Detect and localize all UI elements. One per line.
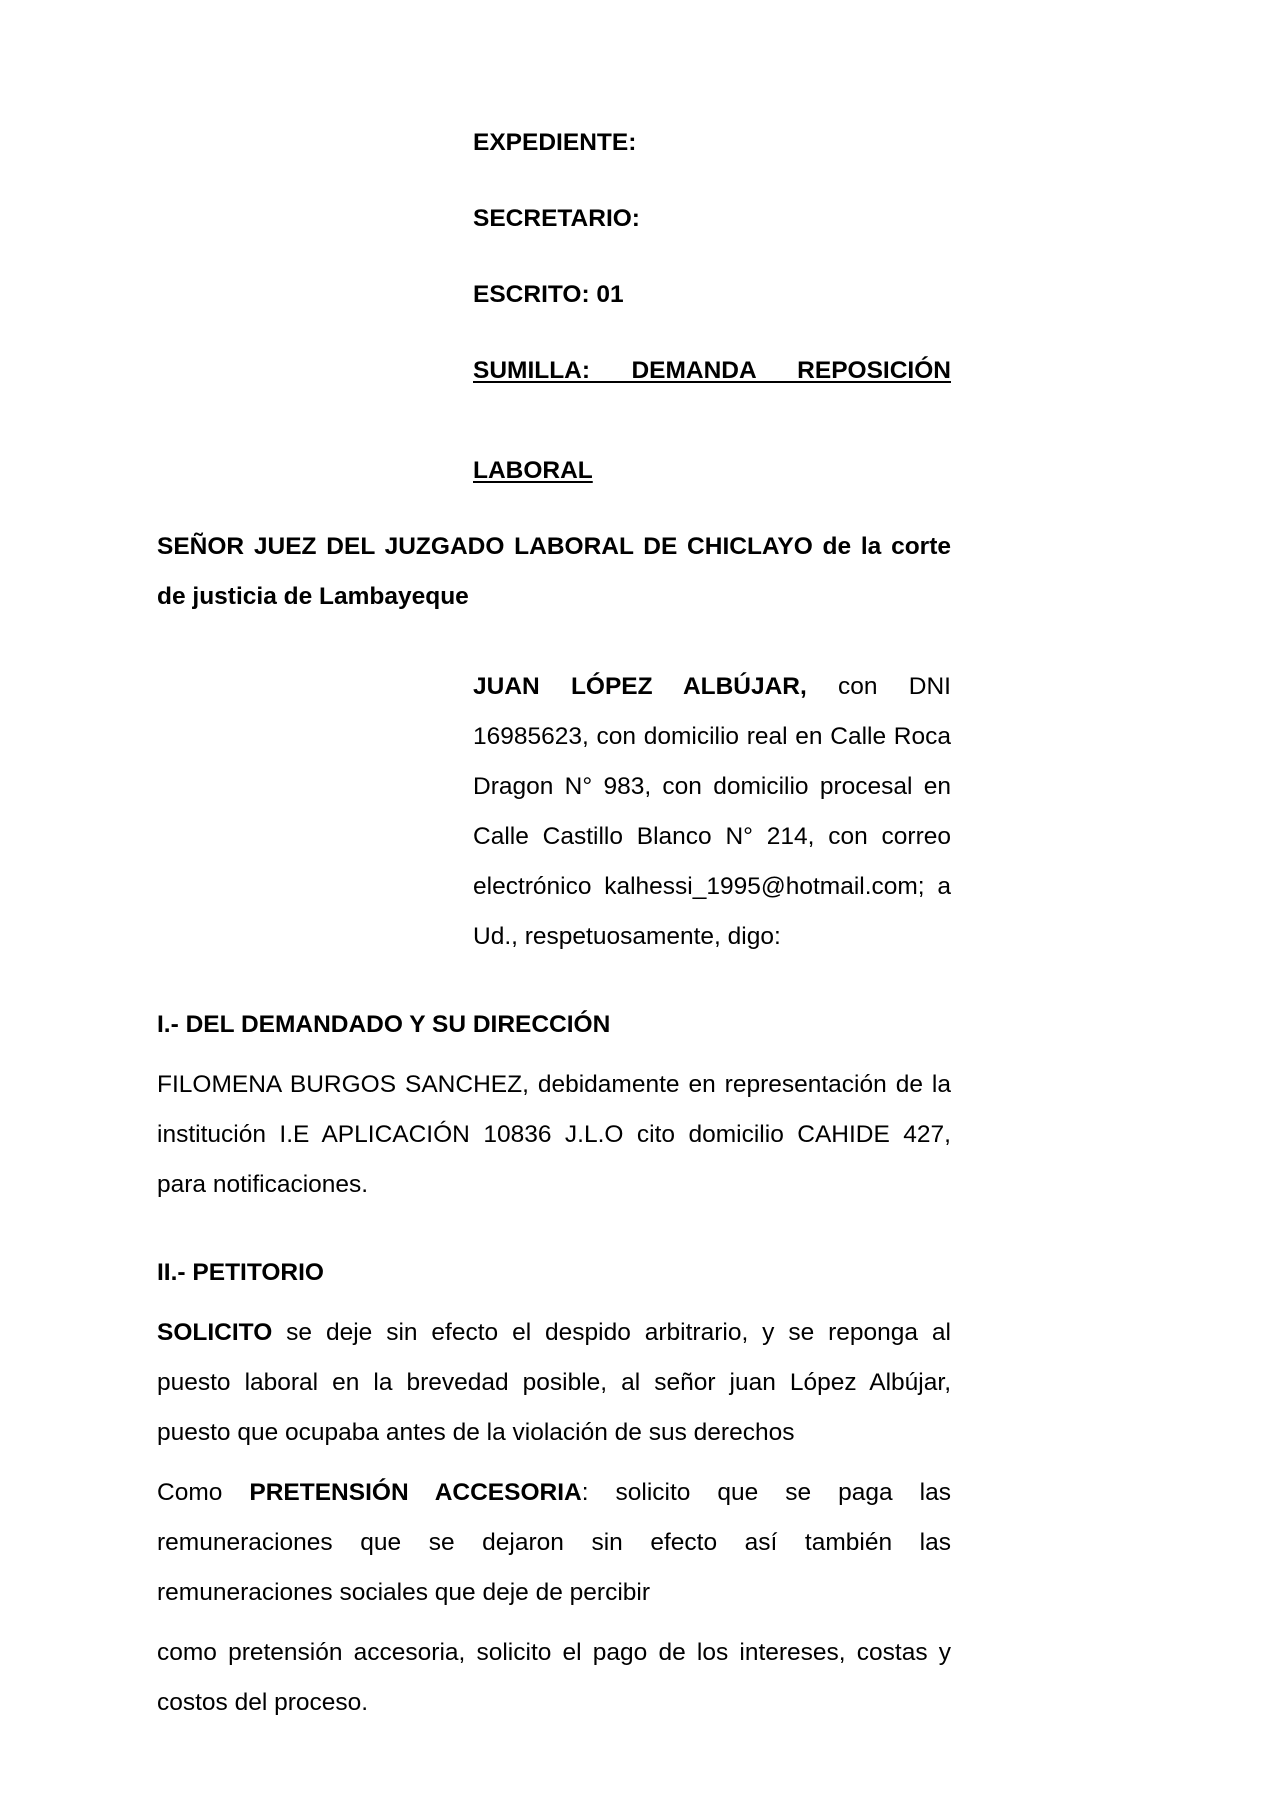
party-block — [473, 662, 951, 962]
sumilla-block — [473, 346, 951, 496]
section-heading-i: I.- DEL DEMANDADO Y SU DIRECCIÓN — [157, 1011, 611, 1038]
spacer — [157, 632, 951, 662]
petitorio-paragraph-2 — [157, 1468, 951, 1618]
petitorio-paragraph-1 — [157, 1308, 951, 1458]
field-secretario: SECRETARIO: — [473, 205, 640, 232]
party-details: con DNI 16985623, con domicilio real en Calle Roca Dragon N° 983, con domicilio procesal en Calle Castillo Blanco N° 214, con correo electrónico kalhessi_1995@hotmail.com; a Ud., respetuosamente, digo: — [473, 673, 951, 950]
field-expediente: EXPEDIENTE: — [473, 129, 637, 156]
spacer — [157, 506, 951, 522]
petitorio-paragraph-3: como pretensión accesoria, solicito el pago de los intereses, costas y costos del proceso. — [157, 1639, 951, 1716]
spacer — [473, 330, 951, 346]
spacer — [157, 1220, 951, 1236]
party-name: JUAN LÓPEZ ALBÚJAR, — [473, 673, 807, 700]
spacer — [473, 254, 951, 270]
solicito-emphasis: SOLICITO — [157, 1319, 273, 1346]
addressee-line: SEÑOR JUEZ DEL JUZGADO LABORAL DE CHICLAYO de la corte de justicia de Lambayeque — [157, 533, 951, 610]
petitorio-2-text: : solicito que se paga las remuneraciones que se dejaron sin efecto así también las remuneraciones sociales que deje de percibir — [157, 1479, 951, 1606]
field-escrito: ESCRITO: 01 — [473, 281, 624, 308]
sumilla-line-1: SUMILLA: DEMANDA REPOSICIÓN — [473, 357, 951, 384]
party-paragraph — [473, 662, 951, 962]
section-i-paragraph: FILOMENA BURGOS SANCHEZ, debidamente en representación de la institución I.E APLICACIÓN 10836 J.L.O cito domicilio CAHIDE 427, para notificaciones. — [157, 1071, 951, 1198]
pretension-accesoria-emphasis: PRETENSIÓN ACCESORIA — [249, 1479, 582, 1506]
petitorio-1-text: se deje sin efecto el despido arbitrario, y se reponga al puesto laboral en la brevedad posible, al señor juan López Albújar, puesto que ocupaba antes de la violación de sus derechos — [157, 1319, 951, 1446]
spacer — [157, 972, 951, 988]
section-heading-ii: II.- PETITORIO — [157, 1259, 324, 1286]
sumilla-line-2: LABORAL — [473, 457, 593, 484]
header-fields-block — [473, 118, 951, 496]
spacer — [473, 178, 951, 194]
petitorio-2-prefix: Como — [157, 1479, 250, 1506]
document-body — [157, 118, 951, 1728]
